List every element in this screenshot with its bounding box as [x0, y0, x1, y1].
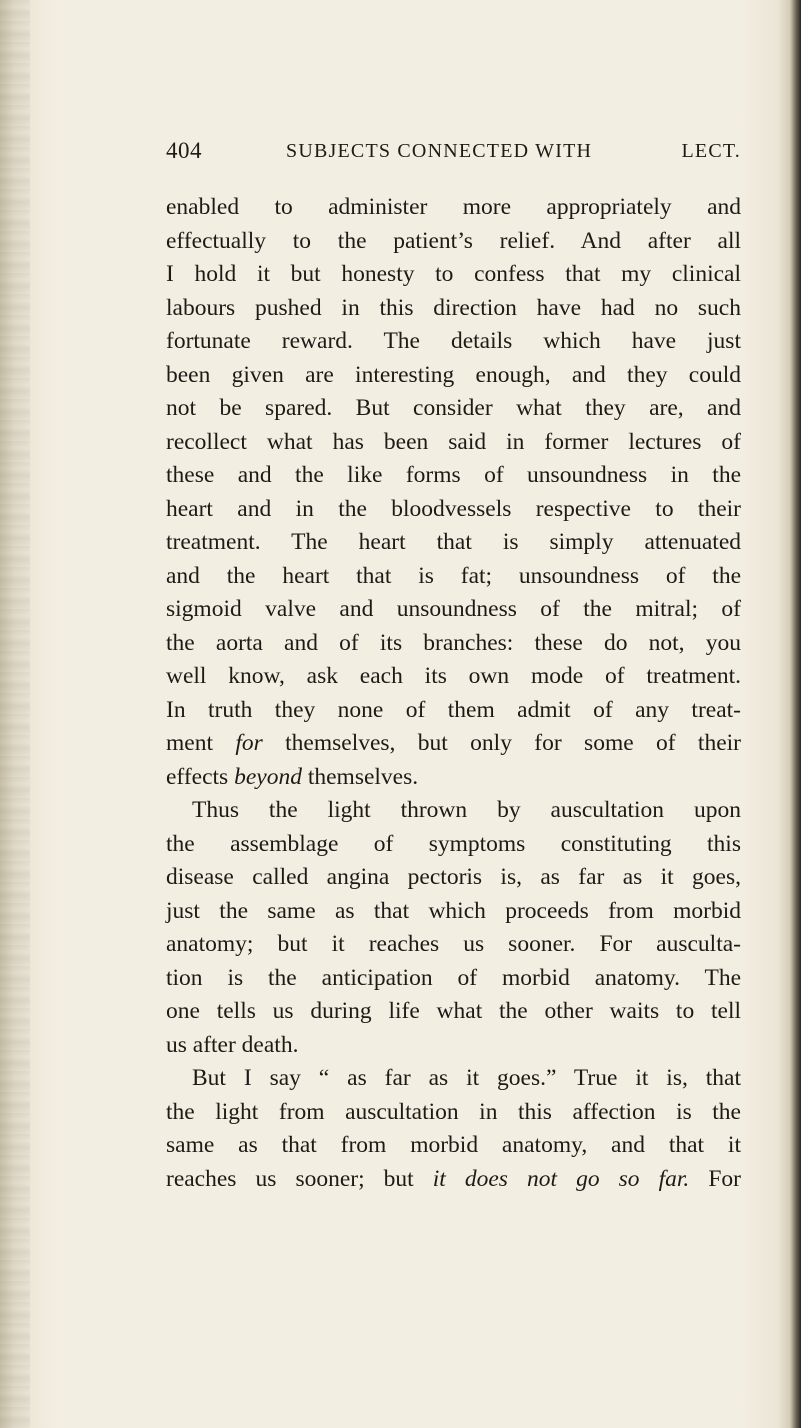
- text-line: [166, 761, 741, 795]
- text-line: and the heart that is fat; unsoundness of the: [166, 562, 741, 589]
- italic-text: beyond: [234, 763, 302, 790]
- text-line: anatomy; but it reaches us sooner. For ausculta-: [166, 931, 741, 957]
- binding-gutter: [0, 0, 30, 1428]
- text-line: the aorta and of its branches: these do not, you: [166, 629, 741, 656]
- italic-text: it does not go so far.: [432, 1165, 690, 1192]
- text-line: these and the like forms of unsoundness in the: [166, 462, 741, 488]
- text-line: not be spared. But consider what they are, and: [166, 395, 741, 421]
- text-segment: ment: [166, 730, 236, 756]
- text-line: treatment. The heart that is simply attenuated: [166, 529, 741, 555]
- text-line: the light from auscultation in this affection is the: [166, 1098, 741, 1125]
- text-line: fortunate reward. The details which have just: [166, 328, 741, 354]
- text-line: tion is the anticipation of morbid anatomy. The: [166, 964, 741, 991]
- text-line: enabled to administer more appropriately and: [166, 194, 741, 220]
- text-line: [166, 727, 741, 761]
- text-segment: effects: [166, 763, 235, 790]
- text-line: been given are interesting enough, and they could: [166, 361, 741, 388]
- text-line: Thus the light thrown by auscultation upon: [192, 797, 741, 823]
- text-segment: themselves, but only for some of their: [262, 730, 741, 756]
- text-line: heart and in the bloodvessels respective to their: [166, 495, 741, 522]
- section-label: LECT.: [681, 140, 741, 162]
- text-line: disease called angina pectoris is, as far as it goes,: [166, 864, 741, 890]
- text-line: labours pushed in this direction have had no such: [166, 294, 741, 321]
- text-line: I hold it but honesty to confess that my clinical: [166, 261, 741, 287]
- text-line: us after death.: [166, 1031, 299, 1058]
- text-line: same as that from morbid anatomy, and that it: [166, 1132, 741, 1158]
- text-segment: reaches us sooner; but: [166, 1165, 433, 1192]
- body-text: [166, 191, 741, 1196]
- text-line: sigmoid valve and unsoundness of the mitral; of: [166, 596, 741, 622]
- text-line: [166, 1163, 741, 1197]
- text-segment: themselves.: [301, 763, 419, 790]
- text-line: just the same as that which proceeds from morbid: [166, 897, 741, 924]
- text-line: In truth they none of them admit of any treat-: [166, 696, 741, 723]
- text-line: the assemblage of symptoms constituting this: [166, 830, 741, 857]
- text-line: one tells us during life what the other waits to tell: [166, 998, 741, 1024]
- text-line: recollect what has been said in former lectures of: [166, 428, 741, 455]
- text-segment: For: [689, 1165, 741, 1192]
- page-number: 404: [166, 138, 202, 163]
- text-line: effectually to the patient’s relief. And after all: [166, 227, 741, 254]
- page-header: [166, 138, 741, 172]
- text-line: But I say “ as far as it goes.” True it is, that: [192, 1065, 741, 1091]
- italic-text: for: [235, 730, 263, 756]
- running-title: SUBJECTS CONNECTED WITH: [286, 140, 593, 162]
- text-line: well know, ask each its own mode of treatment.: [166, 663, 741, 689]
